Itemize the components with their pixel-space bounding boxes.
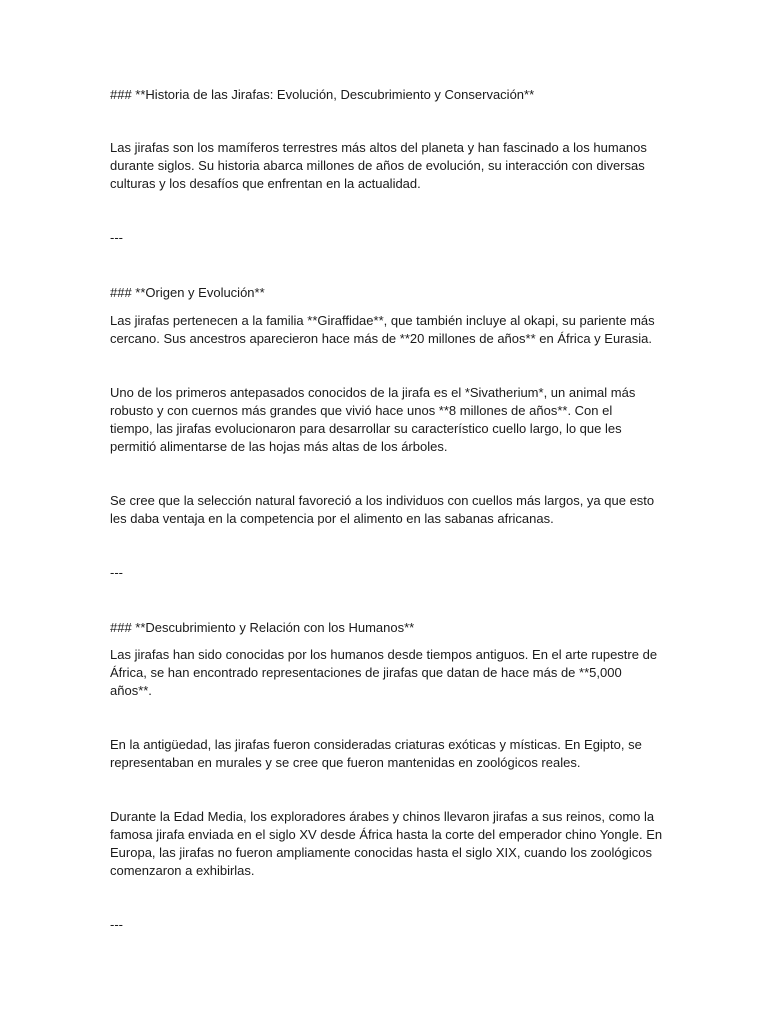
section-divider: --- xyxy=(110,917,123,932)
descubrimiento-line: años**. xyxy=(110,683,152,698)
section-divider: --- xyxy=(110,565,123,580)
origen-line: cercano. Sus ancestros aparecieron hace más de **20 millones de años** en África y Eurasia. xyxy=(110,331,652,346)
heading-descubrimiento: ### **Descubrimiento y Relación con los Humanos** xyxy=(110,620,415,635)
descubrimiento-line: comenzaron a exhibirlas. xyxy=(110,863,255,878)
origen-line: les daba ventaja en la competencia por el alimento en las sabanas africanas. xyxy=(110,511,554,526)
origen-line: tiempo, las jirafas evolucionaron para desarrollar su característico cuello largo, lo que les xyxy=(110,421,622,436)
section-divider: --- xyxy=(110,230,123,245)
origen-line: Las jirafas pertenecen a la familia **Giraffidae**, que también incluye al okapi, su pariente más xyxy=(110,313,655,328)
descubrimiento-line: Durante la Edad Media, los exploradores árabes y chinos llevaron jirafas a sus reinos, como la xyxy=(110,809,655,824)
origen-line: Se cree que la selección natural favoreció a los individuos con cuellos más largos, ya que esto xyxy=(110,493,655,508)
descubrimiento-line: Las jirafas han sido conocidas por los humanos desde tiempos antiguos. En el arte rupestre de xyxy=(110,647,658,662)
origen-line: permitió alimentarse de las hojas más altas de los árboles. xyxy=(110,439,448,454)
intro-line: culturas y los desafíos que enfrentan en la actualidad. xyxy=(110,176,421,191)
descubrimiento-line: famosa jirafa enviada en el siglo XV desde África hasta la corte del emperador chino Yongle. En xyxy=(110,827,663,842)
intro-line: Las jirafas son los mamíferos terrestres más altos del planeta y han fascinado a los humanos xyxy=(110,140,647,155)
descubrimiento-line: En la antigüedad, las jirafas fueron consideradas criaturas exóticas y místicas. En Egipto, se xyxy=(110,737,642,752)
descubrimiento-line: África, se han encontrado representaciones de jirafas que datan de hace más de **5,000 xyxy=(110,665,622,680)
intro-line: durante siglos. Su historia abarca millones de años de evolución, su interacción con diversas xyxy=(110,158,645,173)
origen-line: robusto y con cuernos más grandes que vivió hace unos **8 millones de años**. Con el xyxy=(110,403,613,418)
heading-origen: ### **Origen y Evolución** xyxy=(110,285,265,300)
descubrimiento-line: Europa, las jirafas no fueron ampliamente conocidas hasta el siglo XIX, cuando los zoológicos xyxy=(110,845,652,860)
origen-line: Uno de los primeros antepasados conocidos de la jirafa es el *Sivatherium*, un animal más xyxy=(110,385,636,400)
heading-main: ### **Historia de las Jirafas: Evolución, Descubrimiento y Conservación** xyxy=(110,87,535,102)
descubrimiento-line: representaban en murales y se cree que fueron mantenidas en zoológicos reales. xyxy=(110,755,581,770)
